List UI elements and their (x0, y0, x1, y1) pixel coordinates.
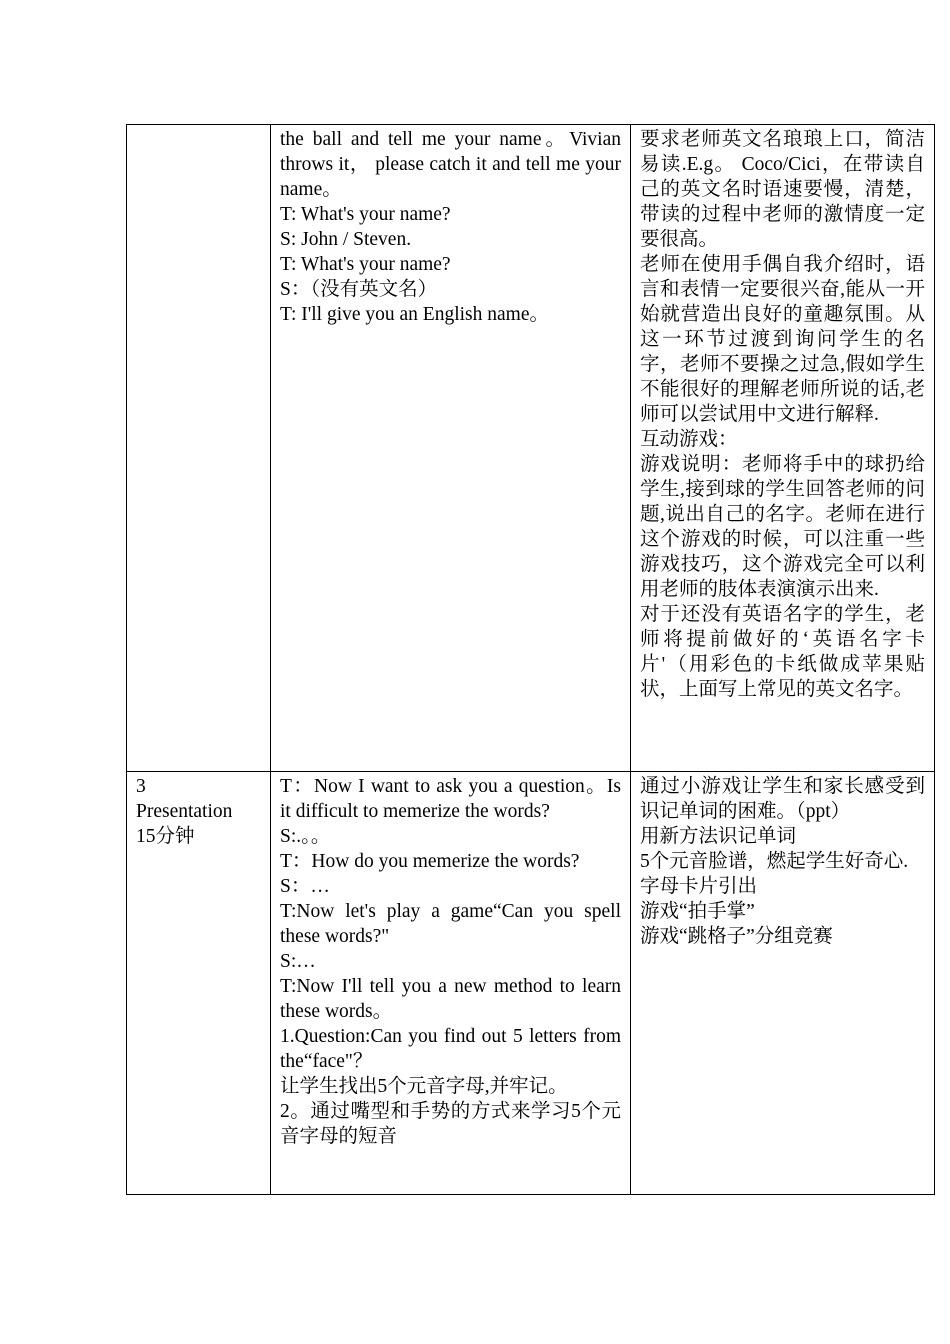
note-paragraph: 老师在使用手偶自我介绍时，语言和表情一定要很兴奋,能从一开始就营造出良好的童趣氛围。从这一环节过渡到询问学生的名字，老师不要操之过急,假如学生不能很好的理解老师所说的话,老师可以尝试用中文进行解释. (640, 254, 925, 425)
content-line: 2。通过嘴型和手势的方式来学习5个元音字母的短音 (280, 1101, 621, 1147)
note-paragraph: 5个元音脸谱，燃起学生好奇心. (640, 851, 909, 872)
content-line: S: John / Steven. (280, 229, 412, 250)
content-line: S:… (280, 951, 316, 972)
table-row (127, 125, 935, 772)
note-paragraph: 对于还没有英语名字的学生，老师将提前做好的‘英语名字卡片'（用彩色的卡纸做成苹果贴状，上面写上常见的英文名字。 (640, 604, 925, 700)
stage-duration: 15分钟 (136, 826, 195, 847)
note-paragraph: 用新方法识记单词 (640, 826, 797, 847)
content-line: T：How do you memerize the words? (280, 851, 580, 872)
content-cell (271, 772, 631, 1195)
content-line: 让学生找出5个元音字母,并牢记。 (280, 1076, 568, 1097)
stage-title: Presentation (136, 801, 233, 822)
lesson-plan-table (126, 124, 935, 1195)
content-line: T：Now I want to ask you a question。Is it difficult to memerize the words? (280, 776, 621, 822)
note-paragraph: 字母卡片引出 (640, 876, 758, 897)
table-row (127, 772, 935, 1195)
stage-cell (127, 772, 271, 1195)
content-line: the ball and tell me your name。Vivian throws it， please catch it and tell me your name。 (280, 129, 621, 200)
content-cell (271, 125, 631, 772)
note-paragraph: 游戏说明：老师将手中的球扔给学生,接到球的学生回答老师的问题,说出自己的名字。老师在进行这个游戏的时候，可以注重一些游戏技巧，这个游戏完全可以利用老师的肢体表演演示出来. (640, 454, 925, 600)
note-paragraph: 通过小游戏让学生和家长感受到识记单词的困难。（ppt） (640, 776, 925, 822)
content-line: S：（没有英文名） (280, 279, 438, 300)
content-line: S：… (280, 876, 330, 897)
content-line: S:.。。 (280, 826, 331, 847)
content-line: T: I'll give you an English name。 (280, 304, 549, 325)
note-paragraph: 游戏“跳格子”分组竞赛 (640, 926, 833, 947)
notes-cell (631, 772, 935, 1195)
note-paragraph: 要求老师英文名琅琅上口，简洁易读.E.g。 Coco/Cici，在带读自己的英文名时语速要慢，清楚，带读的过程中老师的激情度一定要很高。 (640, 129, 925, 250)
content-line: T: What's your name? (280, 254, 451, 275)
note-paragraph: 游戏“拍手掌” (640, 901, 755, 922)
stage-number: 3 (136, 776, 146, 797)
notes-cell (631, 125, 935, 772)
content-line: T:Now I'll tell you a new method to learn these words。 (280, 976, 621, 1022)
content-line: 1.Question:Can you find out 5 letters from the“face"？ (280, 1026, 621, 1072)
content-line: T:Now let's play a game“Can you spell these words?" (280, 901, 621, 947)
note-paragraph: 互动游戏： (640, 429, 738, 450)
stage-cell (127, 125, 271, 772)
content-line: T: What's your name? (280, 204, 451, 225)
